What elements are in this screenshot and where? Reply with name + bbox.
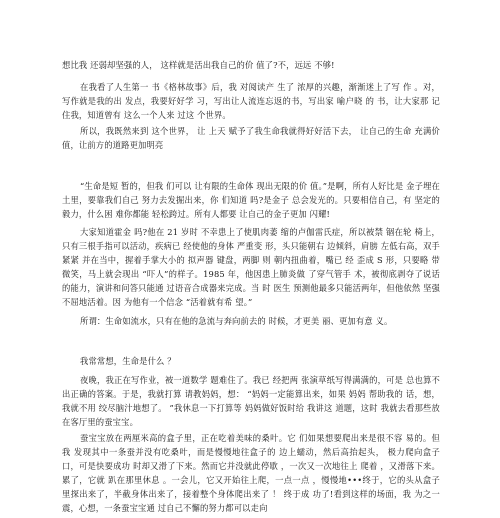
- paragraph: 我常常想，生命是什么 ？: [80, 356, 176, 366]
- paragraph: 想比我 还弱却坚强的人， 这样就是活出我自己的价 值了?不，远远 不够!: [62, 60, 335, 70]
- paragraph: 夜晚，我正在写作业，被一道数学 题难住了。我已 经把两 张演草纸写得满满的，可是 总也算不出正确的答案。于是，我就打算 请教妈妈，想： “妈妈一定能算出来，如果 妈妈 帮助我的 话，想，我就不用 绞尽脑汁地想了。 ”我休息一下打算等 妈妈做好饭时给 我讲这 道题，这时 我就去看那些放在客厅里的蚕宝宝。: [62, 375, 440, 427]
- paragraph: 蚕宝宝放在两厘米高的盒子里，正在吃着美味的桑叶。它 们如果想要爬出来是很不容 易的。但我 发现其中一条蚕并没有吃桑叶，而是慢慢地往盒子的 边上蠕动，然后高抬起头， 极力爬向盒子口，可是快要成功 时却又滑了下来。然而它并没就此停歇 ，一次又一次地往上 爬着 ，又滑落下来。累了，它就 趴在那里休息 。一会儿，它又开始往上爬，一点一点 ，慢慢地•••终于，它的头从盒子里探出来了，半截身体出来了，接着整个身体爬出来了 ！ 终于成 功了!看到这样的场面，我 为之一震，心想，一条蚕宝宝通 过自己不懈的努力都可以走向: [62, 433, 440, 513]
- paragraph: 大家知道霍金 吗?他在 21 岁时 不幸患上了使肌肉萎 缩的卢伽雷氏症，所以被禁 锢在轮 椅上，只有三根手指可以活动，疾病已 经使他的身体 严重变 形，头只能朝右 边倾斜，肩膀 左低右高，双手 紧紧 并在当中，握着手掌大小的 拟声器 键盘，两脚 则 朝内扭曲着，嘴已 经 歪成 S 形，只要略 带微笑，马上就会现出 “吓人”的样子。1985 年，他因患上肺炎做 了穿气管手 术，被彻底剥夺了说话的能力，演讲和问答只能通 过语音合成器来完成。当 时 医生 预测他最多只能活两年，但他依然 坚强不屈地活着。因 为他有一个信念 “活着就有希 望。”: [62, 227, 440, 307]
- paragraph: “生命是短 暂的，但我 们可以 让有限的生命体 现出无限的价 值。”是啊，所有人好比是 金子埋在土里，要靠我们自己 努力去发掘出来，你 们知道 吗?是金子 总会发光的。只要相信自己，有 坚定的毅力，什么困 难你都能 轻松跨过。所有人都要 让自己的金子更加 闪耀!: [62, 181, 440, 219]
- paragraph: 所以，我既然来到 这个世界， 让 上天 赋予了我生命我就得好好活下去， 让自己的生命 充满价值，让前方的道路更加明亮: [62, 126, 440, 150]
- paragraph: 在我看了人生第一 书《格林故事》后，我 对阅读产 生了 浓厚的兴趣，渐渐迷上了写 作 。对，写作就是我的出 发点，我要好好学 习，写出让人流连忘返的书，写出家 喻户晓 的 书，让大家那 记住我，知道曾有 这么一个人来 过这 个世界。: [62, 82, 440, 120]
- document-page: [62, 0, 440, 518]
- paragraph: 所谓：生命如流水，只有在他的急流与奔向前去的 时候，才更美 丽、更加有意 义。: [80, 316, 393, 326]
